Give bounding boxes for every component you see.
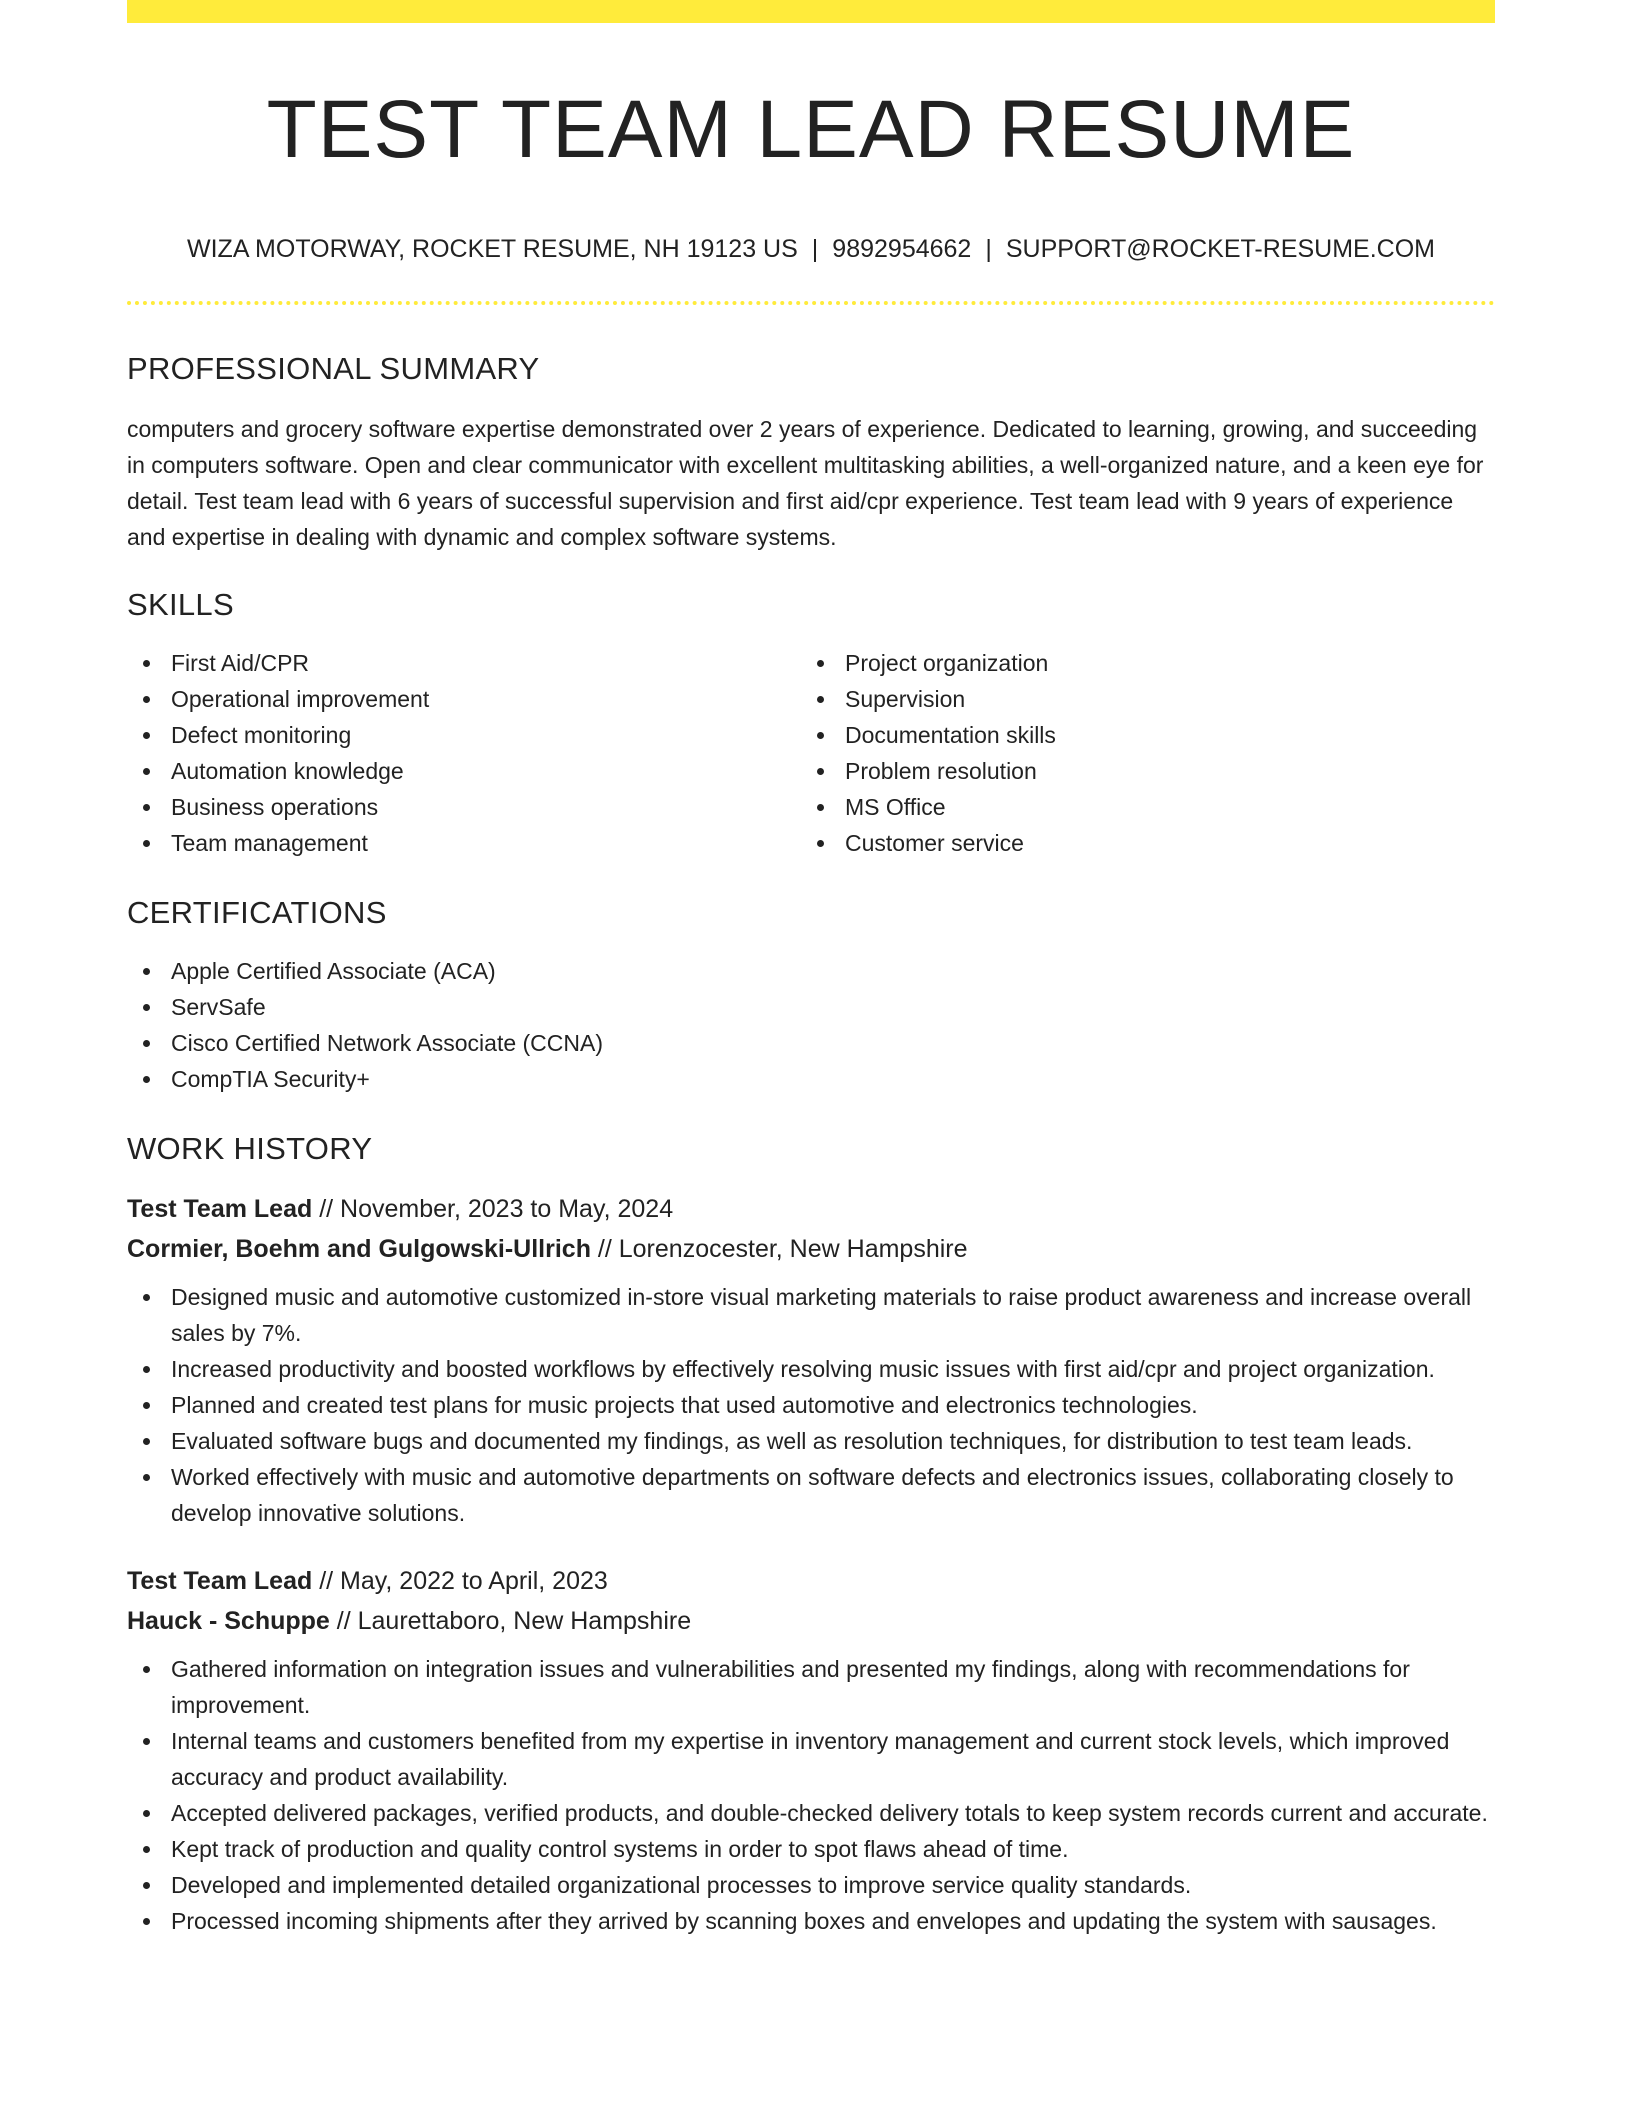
skill-label: Problem resolution <box>845 758 1037 784</box>
skill-item <box>127 717 801 753</box>
job-company: Cormier, Boehm and Gulgowski-Ullrich <box>127 1235 591 1263</box>
job-location: // Laurettaboro, New Hampshire <box>329 1607 692 1635</box>
skill-item <box>801 645 1475 681</box>
job-duty-text: Processed incoming shipments after they arrived by scanning boxes and envelopes and updating the system with sausages. <box>171 1908 1437 1934</box>
bullet-icon <box>143 732 150 739</box>
bullet-icon <box>143 1666 150 1673</box>
skill-label: Documentation skills <box>845 722 1056 748</box>
bullet-icon <box>817 660 824 667</box>
skill-label: First Aid/CPR <box>171 650 310 676</box>
top-accent-bar <box>127 0 1495 23</box>
bullet-icon <box>143 1882 150 1889</box>
bullet-icon <box>143 768 150 775</box>
certification-item <box>127 1025 1495 1061</box>
job-duty-text: Internal teams and customers benefited from my expertise in inventory management and current stock levels, which improved accuracy and product availability. <box>171 1728 1450 1790</box>
certifications-list <box>127 953 1495 1097</box>
job-title-line <box>127 1189 1495 1229</box>
skill-label: Business operations <box>171 794 379 820</box>
job-duty-text: Kept track of production and quality control systems in order to spot flaws ahead of time. <box>171 1836 1069 1862</box>
skill-item <box>801 825 1475 861</box>
bullet-icon <box>143 1402 150 1409</box>
contact-line <box>127 233 1495 265</box>
bullet-icon <box>143 1918 150 1925</box>
bullet-icon <box>817 840 824 847</box>
job-entry <box>127 1189 1495 1531</box>
contact-separator: | <box>985 235 992 263</box>
contact-phone[interactable]: 9892954662 <box>832 235 972 263</box>
job-duty-text: Planned and created test plans for music projects that used automotive and electronics technologies. <box>171 1392 1198 1418</box>
job-duty <box>127 1423 1495 1459</box>
bullet-icon <box>143 1474 150 1481</box>
skill-item <box>127 681 801 717</box>
certification-item <box>127 1061 1495 1097</box>
skill-item <box>127 645 801 681</box>
job-duty-text: Evaluated software bugs and documented my findings, as well as resolution techniques, for distribution to test team leads. <box>171 1428 1413 1454</box>
skill-label: Defect monitoring <box>171 722 352 748</box>
job-dates: // November, 2023 to May, 2024 <box>312 1195 674 1223</box>
skill-item <box>801 717 1475 753</box>
job-duty <box>127 1903 1495 1939</box>
bullet-icon <box>143 696 150 703</box>
job-duty <box>127 1459 1495 1531</box>
job-duty-text: Accepted delivered packages, verified products, and double-checked delivery totals to keep system records current and accurate. <box>171 1800 1488 1826</box>
bullet-icon <box>817 804 824 811</box>
job-role: Test Team Lead <box>127 1567 313 1595</box>
skills-heading: SKILLS <box>127 587 234 622</box>
summary-text: computers and grocery software expertise demonstrated over 2 years of experience. Dedicated to learning, growing, and succeeding in computers software. Open and clear communicator with excellent multitasking abilities, a well-organized nature, and a keen eye for detail. Test team lead with 6 years of successful supervision and first aid/cpr experience. Test team lead with 9 years of experience and expertise in dealing with dynamic and complex software systems. <box>127 416 1484 550</box>
resume-title: TEST TEAM LEAD RESUME <box>266 84 1356 175</box>
job-company-line <box>127 1229 1495 1269</box>
certification-item <box>127 953 1495 989</box>
work-history-heading: WORK HISTORY <box>127 1131 373 1166</box>
bullet-icon <box>143 1846 150 1853</box>
dotted-divider <box>127 301 1495 305</box>
skill-label: Customer service <box>845 830 1024 856</box>
skill-item <box>127 825 801 861</box>
job-location: // Lorenzocester, New Hampshire <box>590 1235 968 1263</box>
bullet-icon <box>143 1810 150 1817</box>
job-company-line <box>127 1601 1495 1641</box>
certification-label: ServSafe <box>171 994 266 1020</box>
summary-heading: PROFESSIONAL SUMMARY <box>127 351 540 386</box>
job-duty-text: Increased productivity and boosted workflows by effectively resolving music issues with first aid/cpr and project organization. <box>171 1356 1435 1382</box>
job-duty <box>127 1795 1495 1831</box>
certification-label: Apple Certified Associate (ACA) <box>171 958 496 984</box>
bullet-icon <box>143 804 150 811</box>
job-dates: // May, 2022 to April, 2023 <box>312 1567 608 1595</box>
job-duties-list <box>127 1279 1495 1531</box>
skill-label: Operational improvement <box>171 686 430 712</box>
certification-label: Cisco Certified Network Associate (CCNA) <box>171 1030 604 1056</box>
job-duties-list <box>127 1651 1495 1939</box>
certifications-heading: CERTIFICATIONS <box>127 895 387 930</box>
job-title-line <box>127 1561 1495 1601</box>
bullet-icon <box>817 696 824 703</box>
job-duty <box>127 1831 1495 1867</box>
job-duty <box>127 1387 1495 1423</box>
skill-item <box>127 753 801 789</box>
skill-item <box>801 681 1475 717</box>
skill-label: Team management <box>171 830 368 856</box>
skill-label: Project organization <box>845 650 1049 676</box>
skill-label: Automation knowledge <box>171 758 404 784</box>
job-role: Test Team Lead <box>127 1195 313 1223</box>
skill-item <box>801 789 1475 825</box>
job-entry <box>127 1561 1495 1939</box>
bullet-icon <box>143 1294 150 1301</box>
bullet-icon <box>143 1366 150 1373</box>
skill-item <box>801 753 1475 789</box>
job-company: Hauck - Schuppe <box>127 1607 330 1635</box>
job-duty <box>127 1867 1495 1903</box>
bullet-icon <box>143 840 150 847</box>
bullet-icon <box>817 768 824 775</box>
bullet-icon <box>143 1040 150 1047</box>
job-duty <box>127 1651 1495 1723</box>
skill-item <box>127 789 801 825</box>
job-duty <box>127 1723 1495 1795</box>
job-duty-text: Developed and implemented detailed organizational processes to improve service quality standards. <box>171 1872 1192 1898</box>
contact-address: WIZA MOTORWAY, ROCKET RESUME, NH 19123 US <box>187 235 798 263</box>
contact-email[interactable]: SUPPORT@ROCKET-RESUME.COM <box>1005 235 1435 263</box>
job-duty-text: Worked effectively with music and automotive departments on software defects and electronics issues, collaborating closely to develop innovative solutions. <box>171 1464 1454 1526</box>
bullet-icon <box>143 1438 150 1445</box>
contact-separator: | <box>811 235 819 263</box>
job-duty-text: Designed music and automotive customized in-store visual marketing materials to raise product awareness and increase overall sales by 7%. <box>171 1284 1472 1346</box>
skills-list-left <box>127 645 801 861</box>
bullet-icon <box>143 968 150 975</box>
job-duty <box>127 1351 1495 1387</box>
skills-list-right <box>801 645 1475 861</box>
bullet-icon <box>143 1738 150 1745</box>
skill-label: MS Office <box>845 794 946 820</box>
bullet-icon <box>143 1004 150 1011</box>
bullet-icon <box>143 660 150 667</box>
certification-item <box>127 989 1495 1025</box>
skills-columns <box>127 645 1495 861</box>
certification-label: CompTIA Security+ <box>171 1066 370 1092</box>
bullet-icon <box>143 1076 150 1083</box>
skill-label: Supervision <box>845 686 966 712</box>
resume-page <box>127 0 1495 1939</box>
job-duty <box>127 1279 1495 1351</box>
job-duty-text: Gathered information on integration issues and vulnerabilities and presented my findings, along with recommendations for improvement. <box>171 1656 1410 1718</box>
bullet-icon <box>817 732 824 739</box>
